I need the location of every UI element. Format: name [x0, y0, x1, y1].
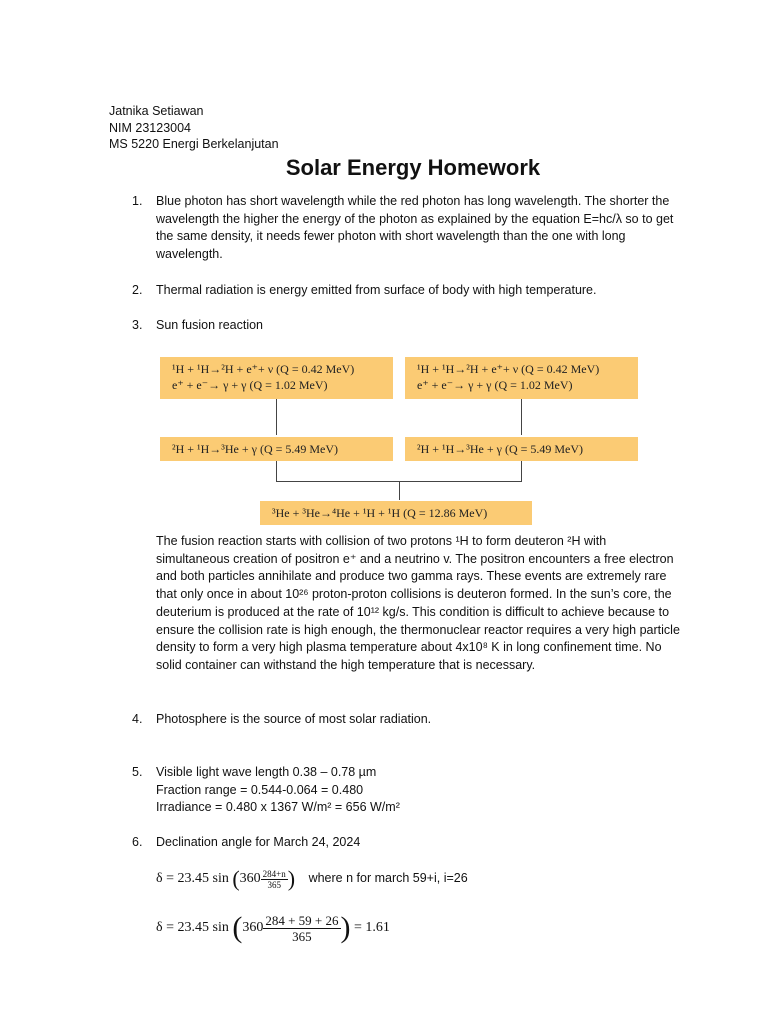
reaction-line: ¹H + ¹H→²H + e⁺+ ν (Q = 0.42 MeV) — [172, 362, 355, 376]
fraction-numerator: 284 + 59 + 26 — [265, 912, 339, 928]
formula-fraction — [263, 913, 340, 944]
reaction-line: e⁺ + e⁻→ γ + γ (Q = 1.02 MeV) — [417, 378, 573, 392]
right-paren: ) — [287, 866, 296, 891]
formula-fraction — [261, 869, 288, 890]
reaction-box-pp-right — [405, 357, 638, 399]
item-number: 2. — [132, 283, 143, 297]
explanation-line: deuterium is produced at the rate of 10¹² kg/s. This condition is difficult to achieve because to — [156, 604, 670, 619]
reaction-line: ¹H + ¹H→²H + e⁺+ ν (Q = 0.42 MeV) — [417, 362, 600, 376]
explanation-line: simultaneous creation of positron e⁺ and a neutrino v. The positron encounters a free electron — [156, 551, 674, 566]
reaction-box-helium3-left — [160, 437, 393, 461]
declination-formula — [156, 866, 468, 892]
answer-4-text: Photosphere is the source of most solar radiation. — [156, 712, 432, 726]
course-name: MS 5220 Energi Berkelanjutan — [109, 137, 279, 151]
left-paren: ( — [232, 911, 243, 944]
answer-5-line: Visible light wave length 0.38 – 0.78 µm — [156, 765, 377, 779]
item-number: 3. — [132, 318, 143, 332]
formula-coefficient: 360 — [242, 920, 264, 936]
answer-1-line: the same density, it needs fewer photon with short wavelength than the one with long — [156, 229, 626, 244]
reaction-box-helium4 — [260, 501, 532, 525]
fraction-denominator: 365 — [292, 928, 312, 944]
reaction-line: ²H + ¹H→³He + γ (Q = 5.49 MeV) — [417, 442, 584, 456]
reaction-box-pp-left — [160, 357, 393, 399]
explanation-line: The fusion reaction starts with collision of two protons ¹H to form deuteron ²H with — [156, 534, 607, 548]
answer-6-text: Declination angle for March 24, 2024 — [156, 835, 361, 849]
connector-line — [276, 399, 277, 435]
author-name: Jatnika Setiawan — [109, 104, 204, 118]
answer-5 — [132, 764, 695, 817]
answer-2 — [132, 282, 695, 300]
student-id: NIM 23123004 — [109, 121, 192, 135]
answer-1-line: Blue photon has short wavelength while the red photon has long wavelength. The shorter the — [156, 194, 670, 208]
explanation-line: solid container can withstand the high temperature that is necessary. — [156, 657, 536, 672]
connector-line — [521, 399, 522, 435]
page-title: Solar Energy Homework — [285, 155, 541, 180]
answer-1-line: wavelength the higher the energy of the photon as explained by the equation E=hc/λ so to get — [156, 211, 674, 226]
reaction-box-helium3-right — [405, 437, 638, 461]
item-number: 1. — [132, 194, 143, 208]
formula-lhs: δ = 23.45 sin — [156, 871, 229, 887]
fusion-explanation — [132, 533, 695, 675]
formula-result: = 1.61 — [354, 920, 390, 936]
formula-note: where n for march 59+i, i=26 — [308, 871, 468, 886]
explanation-line: density to form a very high plasma temperature about 4x10⁸ K in long confinement time. No — [156, 640, 662, 655]
reaction-line: ³He + ³He→⁴He + ¹H + ¹H (Q = 12.86 MeV) — [272, 506, 488, 520]
declination-calculation — [156, 911, 390, 945]
formula-coefficient: 360 — [239, 871, 261, 887]
connector-line — [521, 461, 522, 481]
formula-lhs: δ = 23.45 sin — [156, 920, 229, 936]
explanation-line: and both particles annihilate and produce two gamma rays. These events are extremely rare — [156, 569, 667, 584]
fraction-denominator: 365 — [267, 879, 281, 890]
answer-5-line: Fraction range = 0.544-0.064 = 0.480 — [156, 782, 364, 797]
item-number: 5. — [132, 765, 143, 779]
explanation-line: that only once in about 10²⁶ proton-proton collisions is deuteron formed. In the sun’s core, the — [156, 587, 672, 602]
right-paren: ) — [340, 911, 351, 944]
answer-4 — [132, 711, 695, 729]
answer-5-line: Irradiance = 0.480 x 1367 W/m² = 656 W/m² — [156, 800, 400, 815]
fraction-numerator: 284+n — [262, 868, 286, 879]
left-paren: ( — [232, 866, 240, 891]
answer-6 — [132, 834, 695, 852]
connector-line — [276, 481, 522, 482]
answer-3-heading — [132, 317, 695, 335]
item-number: 4. — [132, 712, 143, 726]
connector-line — [399, 481, 400, 500]
answer-1-line: wavelength. — [156, 247, 223, 262]
item-number: 6. — [132, 835, 143, 849]
explanation-line: ensure the collision rate is high enough, the thermonuclear reactor requires a very high particle — [156, 622, 680, 637]
reaction-line: e⁺ + e⁻→ γ + γ (Q = 1.02 MeV) — [172, 378, 328, 392]
answer-1 — [132, 193, 695, 264]
answer-2-text: Thermal radiation is energy emitted from surface of body with high temperature. — [156, 283, 597, 297]
connector-line — [276, 461, 277, 481]
answer-3-text: Sun fusion reaction — [156, 318, 264, 332]
reaction-line: ²H + ¹H→³He + γ (Q = 5.49 MeV) — [172, 442, 339, 456]
